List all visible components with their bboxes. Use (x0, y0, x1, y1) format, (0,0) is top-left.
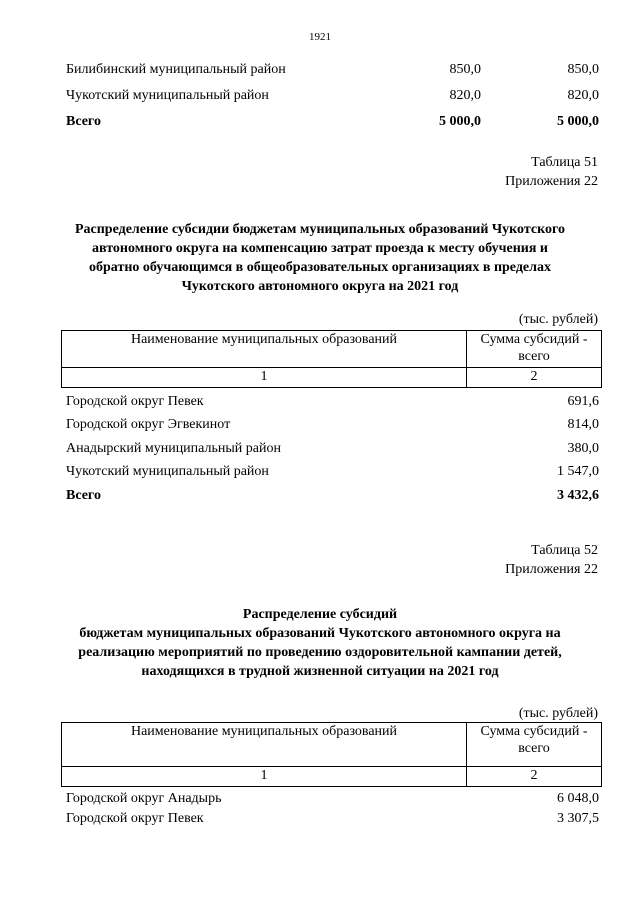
row-value-2: 850,0 (567, 62, 599, 77)
total-value: 3 432,6 (557, 488, 599, 503)
table-row (66, 415, 599, 435)
col1-number: 1 (62, 368, 467, 388)
table-row (66, 789, 599, 809)
col2-header (467, 723, 602, 767)
row-value: 691,6 (567, 394, 599, 409)
row-name: Городской округ Певек (66, 394, 204, 409)
table-row (66, 462, 599, 482)
table-row (66, 86, 599, 106)
table-header (61, 722, 602, 787)
title-line: бюджетам муниципальных образований Чукотского автономного округа на (79, 626, 561, 641)
table-number: Таблица 52 (531, 543, 598, 558)
table-title (40, 605, 600, 681)
col2-header-line: всего (518, 741, 550, 756)
col2-header (467, 331, 602, 368)
row-name: Городской округ Анадырь (66, 791, 222, 806)
col2-header-line: Сумма субсидий - (480, 724, 588, 739)
col2-number: 2 (467, 767, 602, 787)
units-note: (тыс. рублей) (518, 312, 598, 327)
row-value-2: 820,0 (567, 88, 599, 103)
col2-number: 2 (467, 368, 602, 388)
col2-header-line: Сумма субсидий - (480, 332, 588, 347)
row-value-1: 850,0 (449, 62, 481, 77)
row-name: Билибинский муниципальный район (66, 62, 286, 77)
total-value-2: 5 000,0 (557, 114, 599, 129)
title-line: автономного округа на компенсацию затрат проезда к месту обучения и (92, 241, 548, 256)
table-row (66, 60, 599, 80)
total-row (66, 486, 599, 506)
total-label: Всего (66, 488, 101, 503)
row-name: Городской округ Певек (66, 811, 204, 826)
row-value: 1 547,0 (557, 464, 599, 479)
row-name: Чукотский муниципальный район (66, 464, 269, 479)
title-line: обратно обучающимся в общеобразовательных организациях в пределах (89, 260, 551, 275)
total-label: Всего (66, 114, 101, 129)
col1-header: Наименование муниципальных образований (62, 723, 467, 767)
title-line: Распределение субсидии бюджетам муниципальных образований Чукотского (74, 222, 566, 237)
row-name: Анадырский муниципальный район (66, 441, 281, 456)
row-value-1: 820,0 (449, 88, 481, 103)
page-number: 1921 (309, 31, 331, 43)
row-value: 6 048,0 (557, 791, 599, 806)
row-name: Городской округ Эгвекинот (66, 417, 231, 432)
table-title (40, 220, 600, 296)
total-value-1: 5 000,0 (439, 114, 481, 129)
title-line: Чукотского автономного округа на 2021 год (181, 279, 459, 294)
appendix-ref: Приложения 22 (505, 174, 598, 189)
table-row (66, 439, 599, 459)
row-value: 3 307,5 (557, 811, 599, 826)
col1-header: Наименование муниципальных образований (62, 331, 467, 368)
appendix-ref: Приложения 22 (505, 562, 598, 577)
table-row (66, 392, 599, 412)
col1-number: 1 (62, 767, 467, 787)
table-label (505, 153, 598, 191)
title-line: Распределение субсидий (242, 607, 398, 622)
title-line: реализацию мероприятий по проведению оздоровительной кампании детей, (78, 645, 562, 660)
total-row (66, 112, 599, 132)
table-header (61, 330, 602, 388)
row-value: 814,0 (567, 417, 599, 432)
row-value: 380,0 (567, 441, 599, 456)
row-name: Чукотский муниципальный район (66, 88, 269, 103)
col2-header-line: всего (518, 349, 550, 364)
table-number: Таблица 51 (531, 155, 598, 170)
title-line: находящихся в трудной жизненной ситуации на 2021 год (141, 664, 499, 679)
table-row (66, 809, 599, 829)
units-note: (тыс. рублей) (518, 706, 598, 721)
table-label (505, 541, 598, 579)
